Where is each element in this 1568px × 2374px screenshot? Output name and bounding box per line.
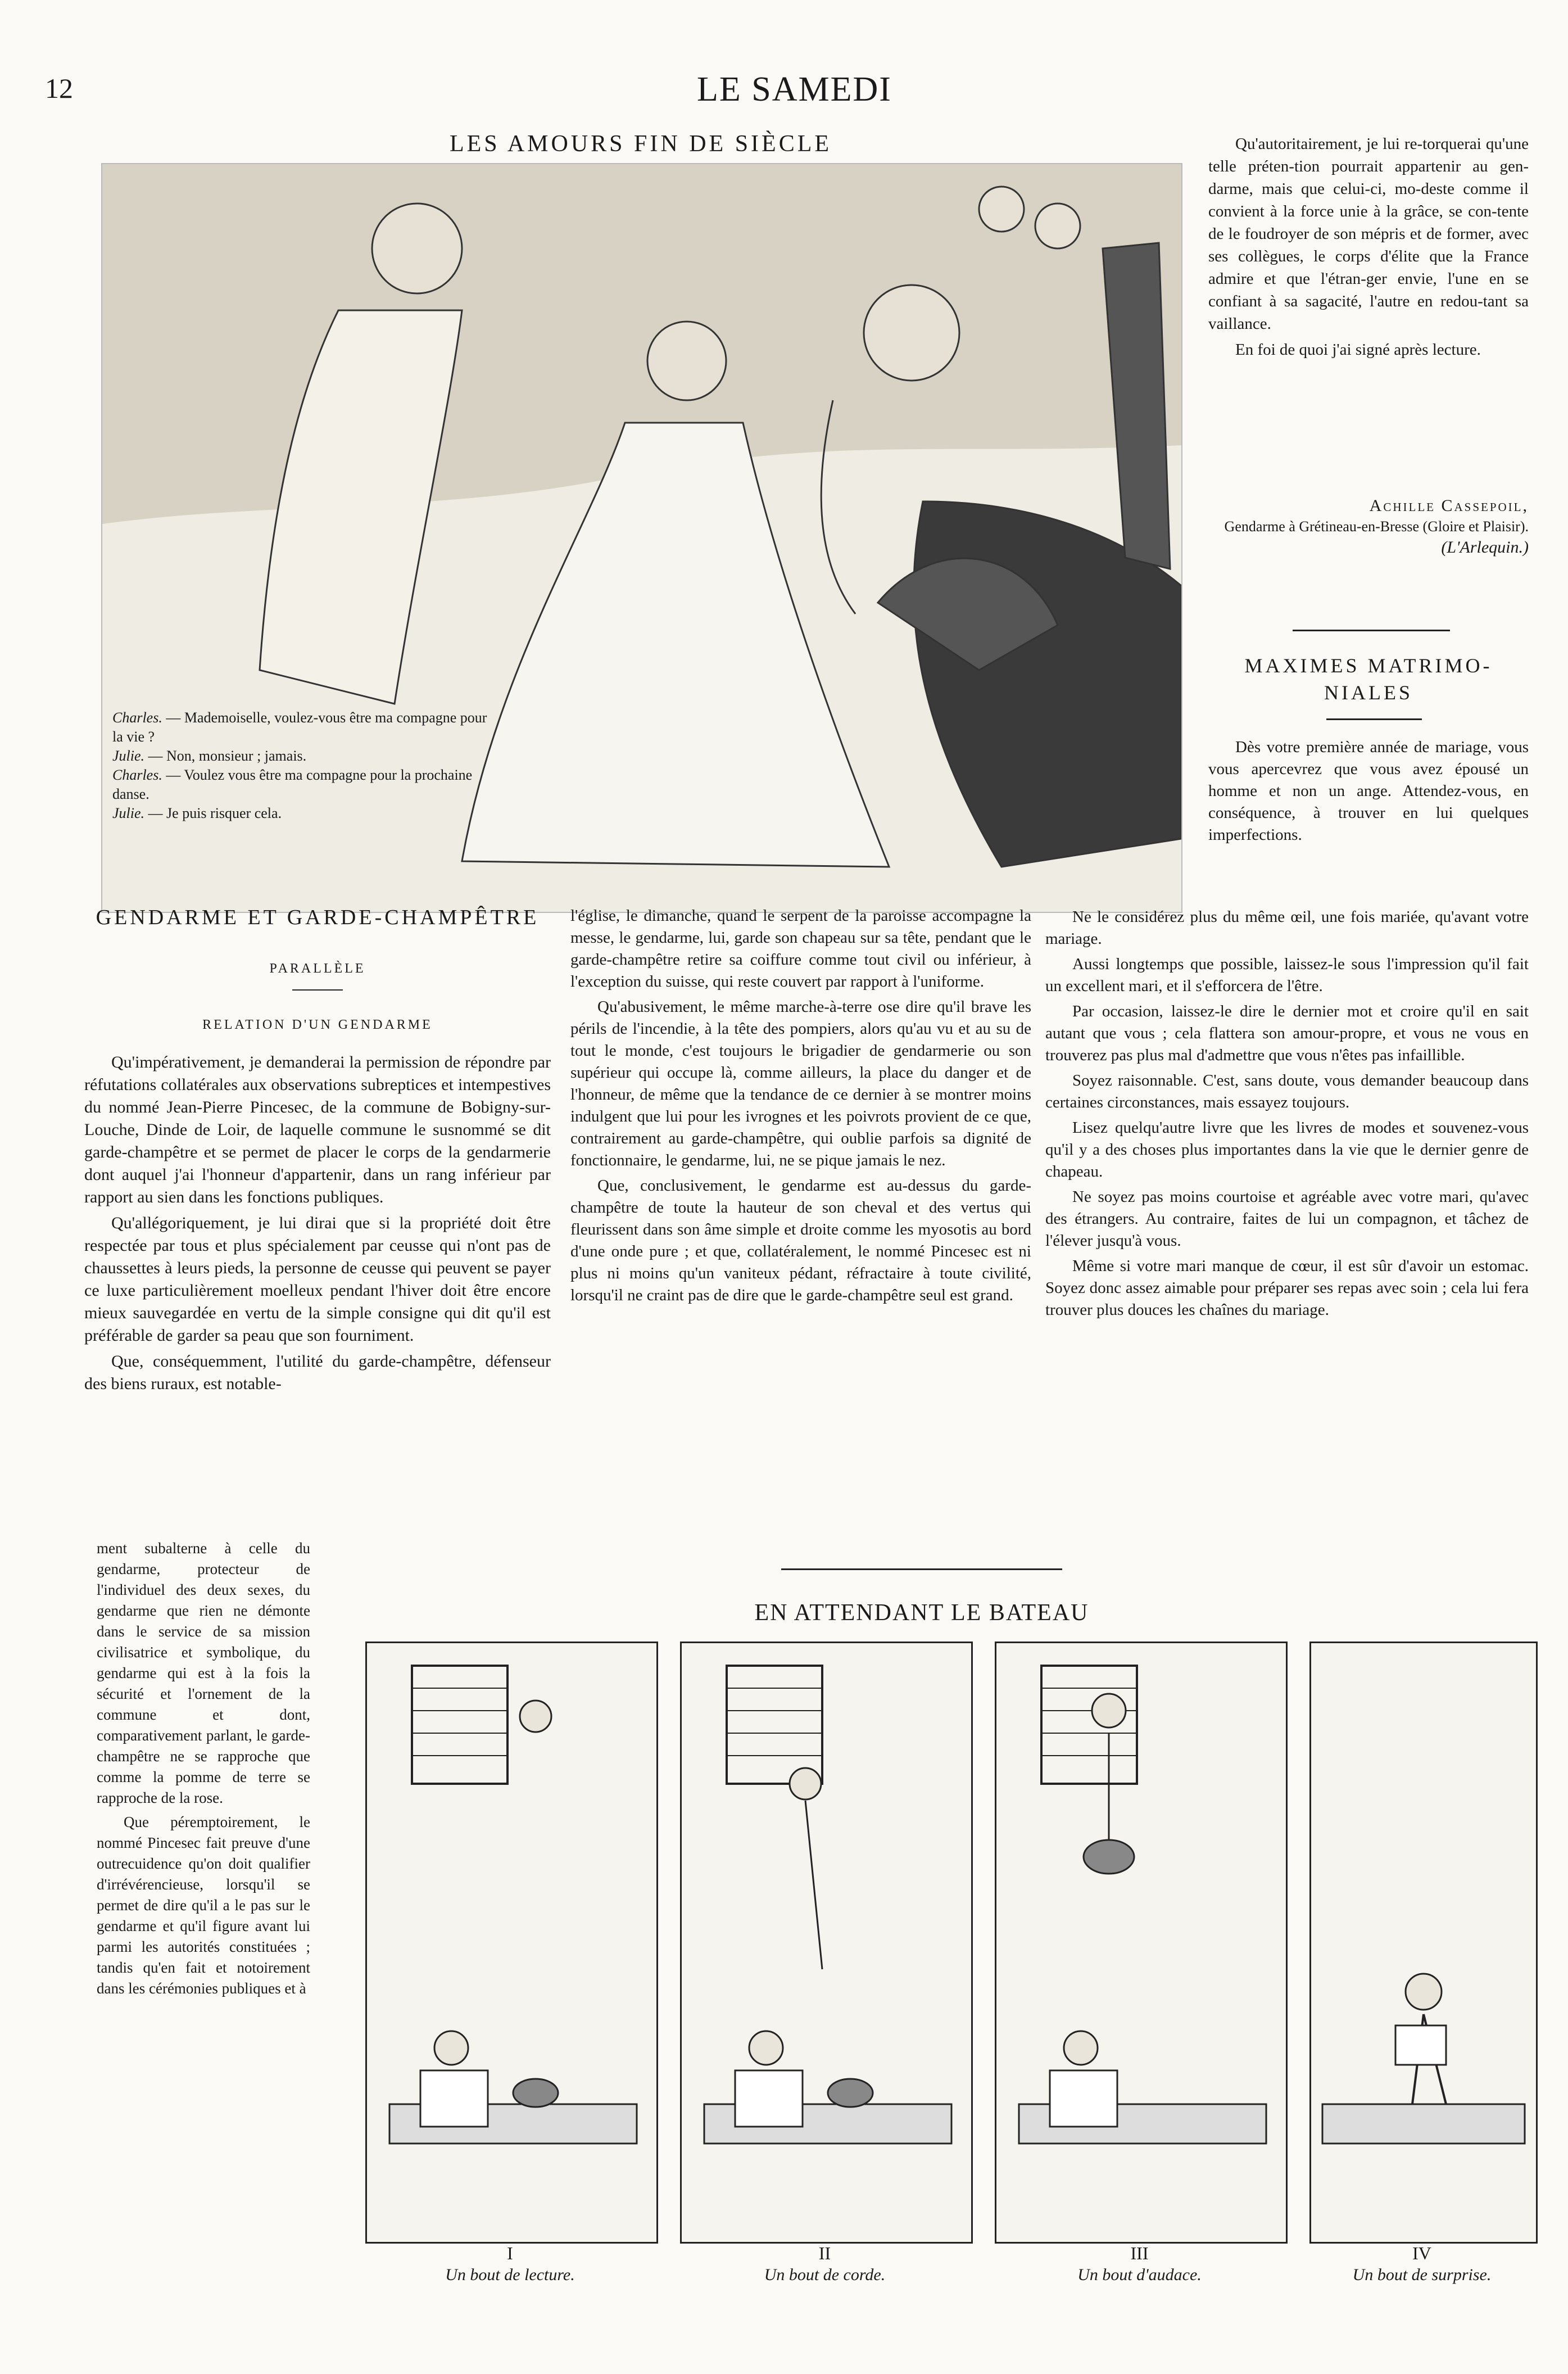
panel-caption-3: Un bout d'audace. [1077,2266,1202,2284]
paragraph: Ne le considérez plus du même œil, une fois mariée, qu'avant votre mariage. [1045,908,1529,948]
panel-caption-2: Un bout de corde. [764,2266,886,2284]
caption-text: — Je puis risquer cela. [144,805,282,821]
article-subsubtitle: RELATION D'UN GENDARME [202,1018,433,1032]
journal-title: LE SAMEDI [697,70,892,108]
caption-speaker: Charles. [112,767,162,783]
comic-panel-4 [1309,1642,1538,2244]
caption-line-4 [112,804,495,823]
paragraph: Soyez raisonnable. C'est, sans doute, vous demander beaucoup dans certaines circonstances, mais essayez toujours. [1045,1071,1529,1111]
panel-numeral-2: II [818,2243,831,2263]
paragraph: En foi de quoi j'ai signé après lecture. [1235,341,1481,359]
paragraph: Qu'abusivement, le même marche-à-terre ose dire qu'il brave les périls de l'incendie, à la tête des pompiers, alors qu'au vu et au su de tout le monde, c'est toujours le brigadier de gendarmerie ou son supérieur qui occupe là, comme ailleurs, la place du danger et de l'honneur, de même que la tendance de ce dernier à se montrer moins indulgent que lui pour les ivrognes et les poivrots provient de ce que, contrairement au garde-champêtre, qui oublie parfois sa dignité de fonctionnaire, le gendarme, lui, ne se pique jamais le nez. [570,998,1031,1169]
paragraph: Qu'autoritairement, je lui re-torquerai qu'une telle préten-tion pourrait appartenir au gen-darme, mais que celui-ci, mo-deste comme il convient à la force unie à la grâce, se con-tente de le foudroyer de son mépris et de former, avec ses collègues, le corps d'élite que la France admire et que l'étran-ger envie, l'une en se confiant à sa sagacité, l'autre en redou-tant sa vaillance. [1208,135,1529,333]
caption-text: — Non, monsieur ; jamais. [144,748,307,764]
illustration-title: LES AMOURS FIN DE SIÈCLE [449,131,832,157]
caption-line-2 [112,747,495,766]
maximes-column [1045,906,1529,1324]
comic-title: EN ATTENDANT LE BATEAU [754,1600,1089,1626]
article-column-2 [570,905,1031,1310]
paragraph: Que péremptoirement, le nommé Pincesec fait preuve d'une outrecuidence qu'on doit qualifier d'irrévérencieuse, lorsqu'il se permet de dire qu'il a le pas sur le gendarme et qu'il figure avant lui parmi les autorités constituées ; tandis qu'en fait et notoirement dans les cérémonies publiques et à [97,1814,310,1997]
illustration-caption [112,708,495,823]
page-number: 12 [45,73,73,104]
caption-speaker: Charles. [112,709,162,726]
paragraph: Que, conséquemment, l'utilité du garde-champêtre, défenseur des biens ruraux, est notable- [84,1352,551,1393]
paragraph: ment subalterne à celle du gendarme, protecteur de l'individuel des deux sexes, du gendarme que rien ne démonte dans le service de sa mission civilisatrice et symbolique, du gendarme qui est à la fois la sécurité et l'ornement de la commune et dont, comparativement parlant, le garde-champêtre ne se rapproche que comme la pomme de terre se rapproche de la rose. [97,1540,310,1806]
divider [292,989,343,991]
caption-text: — Voulez vous être ma compagne pour la prochaine danse. [112,767,473,802]
paragraph: l'église, le dimanche, quand le serpent de la paroisse accompagne la messe, le gendarme, lui, garde son chapeau sur sa tête, pendant que le garde-champêtre retire sa coiffure comme tout civil ou inférieur, à l'exception du suisse, qui reste couvert par rapport à l'uniforme. [570,907,1031,991]
comic-panel-2 [680,1642,973,2244]
signature-name: Achille Cassepoil, [1369,496,1529,515]
caption-text: — Mademoiselle, voulez-vous être ma compagne pour la vie ? [112,709,487,745]
caption-speaker: Julie. [112,748,145,764]
signature-role: Gendarme à Grétineau-en-Bresse (Gloire et Plaisir). [1224,518,1529,535]
paragraph: Qu'impérativement, je demanderai la permission de répondre par réfutations collatérales aux observations subreptices et intempestives du nommé Jean-Pierre Pincesec, de la commune de Bobigny-sur-Louche, Dinde de Loir, de laquelle commune le susnommé se dit garde-champêtre et se permet de placer le corps de la gendarmerie dont auquel j'ai l'honneur d'appartenir, dans un rang inférieur par rapport au sien dans les fonctions publiques. [84,1053,551,1206]
caption-line-1 [112,708,495,747]
divider [781,1568,1062,1570]
paragraph: Que, conclusivement, le gendarme est au-dessus du garde-champêtre de toute la hauteur de son cheval et des vertus qui fleurissent dans son âme simple et droite comme les myosotis au bord d'une onde pure ; et que, collatéralement, le nommé Pincesec est ni plus ni moins qu'un vaniteux pédant, réfractaire à toute civilité, lorsqu'il ne craint pas de dire que le garde-champêtre seul est grand. [570,1177,1031,1304]
paragraph: Par occasion, laissez-le dire le dernier mot et croire qu'il en sait autant que vous ; cela flattera son amour-propre, et vous ne vous en trouverez pas plus mal d'admettre que vous n'êtes pas infaillible. [1045,1002,1529,1064]
paragraph: Ne soyez pas moins courtoise et agréable avec votre mari, qu'avec des étrangers. Au contraire, faites de lui un compagnon, et tâchez de l'élever jusqu'à vous. [1045,1188,1529,1250]
article-column-1 [84,1051,551,1399]
maximes-title: MAXIMES MATRIMO-NIALES [1244,654,1493,704]
article-title: GENDARME ET GARDE-CHAMPÊTRE [96,906,540,929]
source-citation: (L'Arlequin.) [1441,538,1529,557]
comic-panel-1 [365,1642,658,2244]
paragraph: Qu'allégoriquement, je lui dirai que si la propriété doit être respectée par tous et plus spécialement par ceusse qui n'ont pas de chaussettes à leurs pieds, la personne de ceusse qui peuvent se payer ce luxe particulièrement moelleux pendant l'hiver doit être encore mieux sauvegardée en vertu de la simple consigne qui dit qu'il est préférable de garder sa peau que son fourniment. [84,1214,551,1345]
maximes-intro [1208,736,1529,849]
panel-numeral-4: IV [1412,2243,1431,2263]
paragraph: Dès votre première année de mariage, vous vous apercevrez que vous avez épousé un homme et non un ange. Attendez-vous, en conséquence, à trouver en lui quelques imperfections. [1208,738,1529,844]
panel-caption-4: Un bout de surprise. [1352,2266,1492,2284]
right-top-column [1208,133,1529,364]
panel-numeral-3: III [1130,2243,1149,2263]
panel-caption-1: Un bout de lecture. [445,2266,575,2284]
caption-speaker: Julie. [112,805,145,821]
comic-panel-3 [995,1642,1288,2244]
paragraph: Même si votre mari manque de cœur, il est sûr d'avoir un estomac. Soyez donc assez aimable pour préparer ses repas avec soin ; cela lui fera trouver plus douces les chaînes du mariage. [1045,1257,1529,1319]
paragraph: Aussi longtemps que possible, laissez-le sous l'impression qu'il fait un excellent mari, et il s'efforcera de l'être. [1045,955,1529,995]
caption-line-3 [112,766,495,804]
panel-numeral-1: I [507,2243,513,2263]
article-column-1-narrow [97,1538,310,2002]
divider [1293,630,1450,631]
article-subtitle: PARALLÈLE [269,961,366,976]
divider [1326,718,1422,720]
paragraph: Lisez quelqu'autre livre que les livres de modes et souvenez-vous qu'il y a des choses plus importantes dans la vie que le dernier genre de chapeau. [1045,1119,1529,1181]
signature-block [1208,495,1529,559]
